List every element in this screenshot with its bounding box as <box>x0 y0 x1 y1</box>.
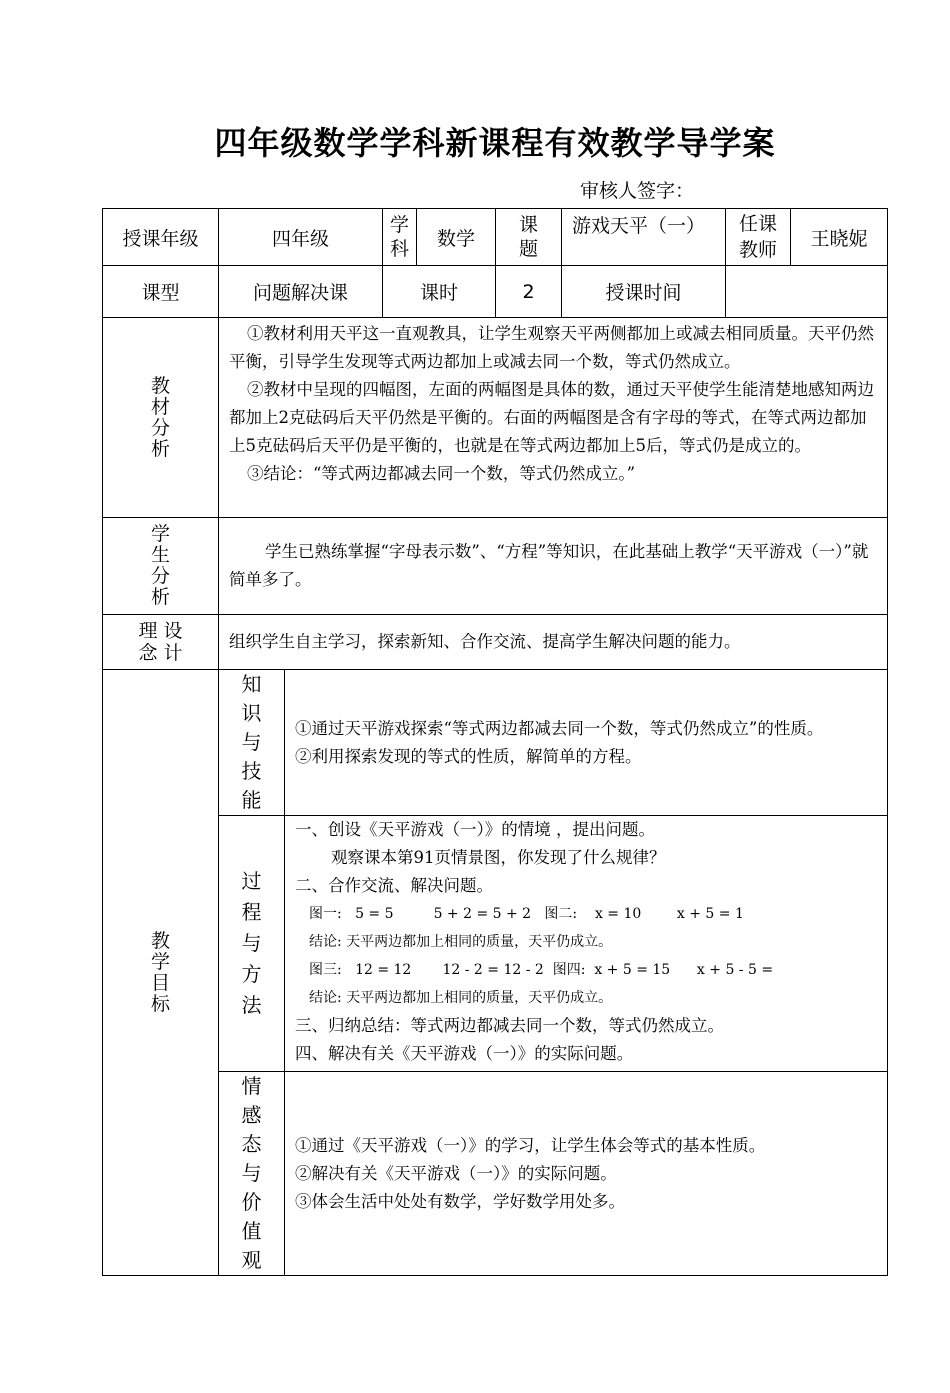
teacher-value: 王晓妮 <box>791 209 888 266</box>
process-label-cell <box>219 816 285 1072</box>
textbook-paragraph-1: ①教材利用天平这一直观教具，让学生观察天平两侧都加上或减去相同质量。天平仍然平衡，引导学生发现等式两边都加上或减去同一个数，等式仍然成立。 <box>229 324 874 371</box>
process-label: 过程与方法 <box>241 869 262 1017</box>
emotion-label: 情感态与价值观 <box>241 1074 262 1272</box>
process-content <box>285 816 888 1072</box>
students-label-cell <box>103 518 219 615</box>
design-content <box>219 615 888 670</box>
type-label: 课型 <box>103 266 219 318</box>
lesson-value <box>562 209 726 266</box>
emotion-content <box>285 1072 888 1276</box>
subject-label-cell <box>383 209 417 266</box>
header-row-1 <box>103 209 888 266</box>
objectives-label-cell <box>103 670 219 1276</box>
subject-value: 数学 <box>417 209 496 266</box>
textbook-analysis-row <box>103 318 888 518</box>
students-content <box>219 518 888 615</box>
emotion-label-cell <box>219 1072 285 1276</box>
objective-emotion-row <box>103 1072 888 1276</box>
textbook-label: 教材分析 <box>150 374 170 460</box>
teacher-label-cell <box>726 209 791 266</box>
grade-value: 四年级 <box>219 209 383 266</box>
time-label: 授课时间 <box>562 266 726 318</box>
subject-label: 学科 <box>390 214 410 260</box>
time-value <box>726 266 888 318</box>
hours-value: 2 <box>496 266 562 318</box>
lesson-label-cell <box>496 209 562 266</box>
type-value: 问题解决课 <box>219 266 383 318</box>
design-label: 理 设念 计 <box>138 620 183 664</box>
emotion-item-1: ①通过《天平游戏（一）》的学习，让学生体会等式的基本性质。 <box>295 1135 766 1155</box>
design-row <box>103 615 888 670</box>
knowledge-item-2: ②利用探索发现的等式的性质，解简单的方程。 <box>295 746 642 766</box>
knowledge-content <box>285 670 888 816</box>
teacher-label: 任课教师 <box>739 213 778 261</box>
textbook-label-cell <box>103 318 219 518</box>
equation-line-2: 图三: 12 = 12 12 - 2 = 12 - 2 图四: x + 5 = 15 x + 5 - 5 = <box>309 962 774 978</box>
textbook-content <box>219 318 888 518</box>
grade-label: 授课年级 <box>103 209 219 266</box>
objectives-label: 教学目标 <box>150 929 170 1015</box>
students-label: 学生分析 <box>150 523 170 608</box>
process-step-1-detail: 观察课本第91页情景图，你发现了什么规律？ <box>331 848 666 867</box>
emotion-item-3: ③体会生活中处处有数学，学好数学用处多。 <box>295 1191 625 1211</box>
conclusion-line-1: 结论: 天平两边都加上相同的质量，天平仍成立。 <box>309 934 613 950</box>
process-step-3: 三、归纳总结：等式两边都减去同一个数，等式仍然成立。 <box>295 1016 724 1035</box>
emotion-item-2: ②解决有关《天平游戏（一）》的实际问题。 <box>295 1163 617 1183</box>
lesson-value-text: 游戏天平（一） <box>572 215 706 237</box>
student-analysis-row <box>103 518 888 615</box>
hours-label: 课时 <box>383 266 496 318</box>
design-label-cell <box>103 615 219 670</box>
header-row-2 <box>103 266 888 318</box>
textbook-paragraph-2: ②教材中呈现的四幅图，左面的两幅图是具体的数，通过天平使学生能清楚地感知两边都加上2克砝码后天平仍然是平衡的。右面的两幅图是含有字母的等式，在等式两边都加上5克砝码后天平仍是平衡的，也就是在等式两边都加上5后，等式仍是成立的。 <box>229 380 874 455</box>
process-step-2: 二、合作交流、解决问题。 <box>295 876 493 895</box>
textbook-paragraph-3: ③结论：“等式两边都减去同一个数，等式仍然成立。” <box>247 464 636 483</box>
knowledge-label: 知识与技能 <box>241 672 262 812</box>
objective-knowledge-row <box>103 670 888 816</box>
reviewer-signature-label: 审核人签字： <box>580 180 695 202</box>
page-title: 四年级数学学科新课程有效教学导学案 <box>214 124 776 162</box>
students-text: 学生已熟练掌握“字母表示数”、“方程”等知识，在此基础上教学“天平游戏（一）”就简单多了。 <box>229 542 869 589</box>
design-text: 组织学生自主学习，探索新知、合作交流、提高学生解决问题的能力。 <box>229 632 741 651</box>
lesson-label: 课题 <box>519 214 539 260</box>
objective-process-row <box>103 816 888 1072</box>
conclusion-line-2: 结论: 天平两边都加上相同的质量，天平仍成立。 <box>309 990 613 1006</box>
knowledge-label-cell <box>219 670 285 816</box>
lesson-plan-table <box>102 208 888 1276</box>
equation-line-1: 图一: 5 = 5 5 + 2 = 5 + 2 图二: x = 10 x + 5 = 1 <box>309 906 744 922</box>
knowledge-item-1: ①通过天平游戏探索“等式两边都减去同一个数，等式仍然成立”的性质。 <box>295 718 824 738</box>
process-step-1: 一、创设《天平游戏（一）》的情境 ，提出问题。 <box>295 820 655 839</box>
process-step-4: 四、解决有关《天平游戏（一）》的实际问题。 <box>295 1044 634 1063</box>
